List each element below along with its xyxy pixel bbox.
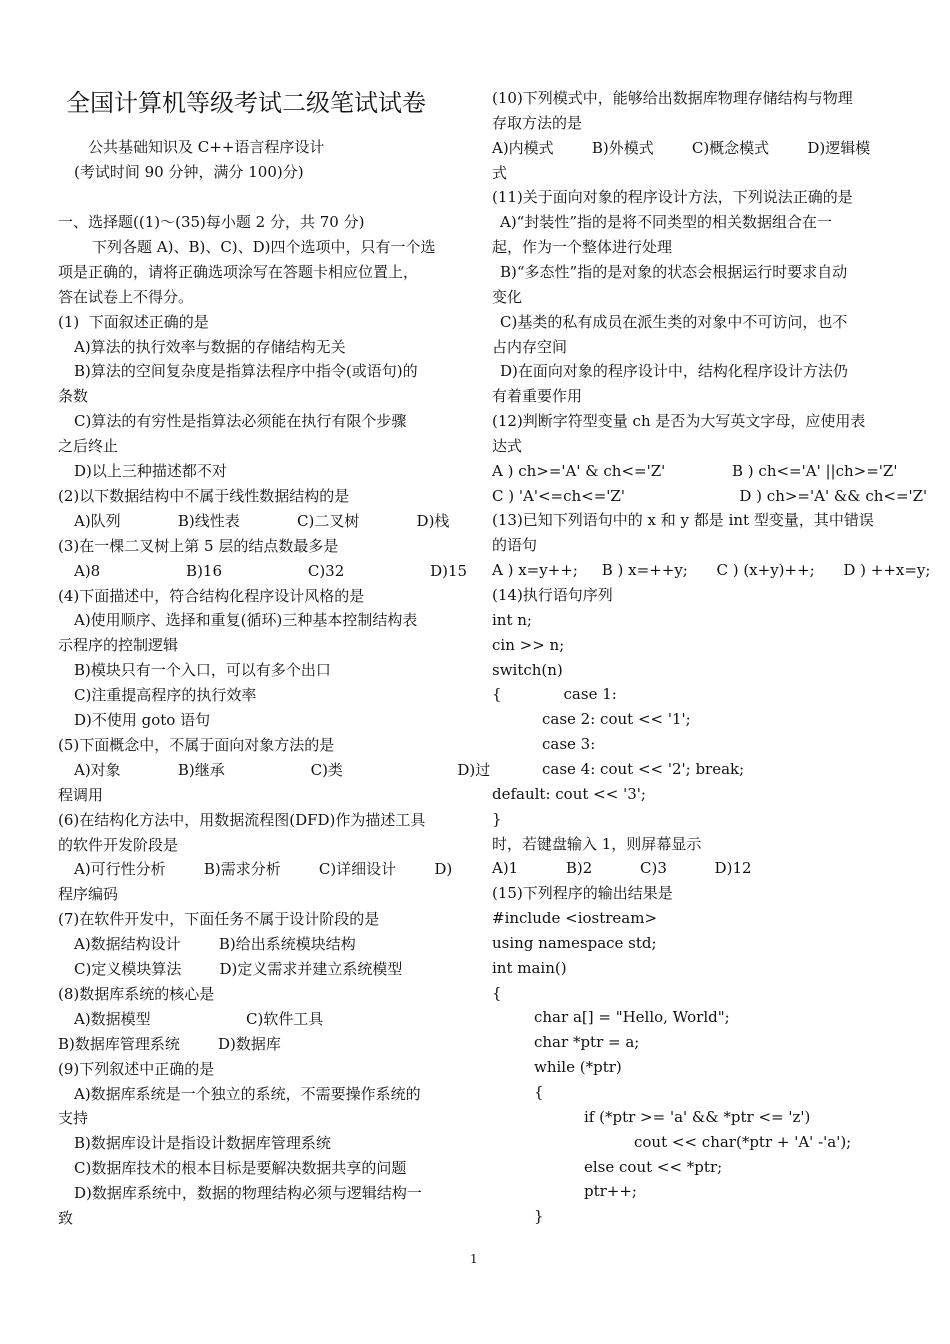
text-line: C)注重提高程序的执行效率 <box>74 686 257 705</box>
text-line: #include <iostream> <box>492 909 658 928</box>
text-line: A)8 B)16 C)32 D)15 <box>74 561 468 580</box>
text-line: if (*ptr >= 'a' && *ptr <= 'z') <box>584 1107 811 1126</box>
text-line: A)队列 B)线性表 C)二叉树 D)栈 <box>74 511 450 530</box>
text-line: B)算法的空间复杂度是指算法程序中指令(或语句)的 <box>74 362 418 381</box>
text-line: C)算法的有穷性是指算法必须能在执行有限个步骤 <box>74 412 407 431</box>
text-line: } <box>492 809 502 828</box>
text-line: (4)下面描述中，符合结构化程序设计风格的是 <box>58 586 365 605</box>
text-line: B)模块只有一个入口，可以有多个出口 <box>74 661 331 680</box>
text-line: cout << char(*ptr + 'A' -'a'); <box>634 1132 852 1151</box>
text-line: (12)判断字符型变量 ch 是否为大写英文字母，应使用表 <box>492 412 866 431</box>
text-line: 程序编码 <box>58 885 119 904</box>
text-line: 一、选择题((1)～(35)每小题 2 分，共 70 分) <box>58 213 365 231</box>
text-line: 答在试卷上不得分。 <box>58 287 194 306</box>
text-line: D)在面向对象的程序设计中，结构化程序设计方法仍 <box>500 362 848 381</box>
text-line: while (*ptr) <box>534 1058 622 1077</box>
text-line: 条数 <box>58 387 89 406</box>
text-line: (6)在结构化方法中，用数据流程图(DFD)作为描述工具 <box>58 810 426 829</box>
text-line: 致 <box>58 1209 74 1227</box>
text-line: { case 1: <box>492 685 617 704</box>
exam-title: 全国计算机等级考试二级笔试试卷 <box>66 89 426 117</box>
text-line: A)数据结构设计 B)给出系统模块结构 <box>74 935 356 954</box>
text-line: char a[] = "Hello, World"; <box>534 1008 730 1027</box>
text-line: A ) ch>='A' & ch<='Z' B ) ch<='A' ||ch>='Z' <box>492 461 898 480</box>
text-line: A)使用顺序、选择和重复(循环)三种基本控制结构表 <box>74 611 418 630</box>
text-line: switch(n) <box>492 660 563 679</box>
text-line: 时，若键盘输入 1，则屏幕显示 <box>492 834 702 853</box>
text-line: (7)在软件开发中，下面任务不属于设计阶段的是 <box>58 910 380 929</box>
text-line: (3)在一棵二叉树上第 5 层的结点数最多是 <box>58 536 339 555</box>
text-line: 起，作为一个整体进行处理 <box>492 238 673 257</box>
text-line: { <box>492 983 502 1002</box>
text-line: A ) x=y++; B ) x=++y; C ) (x+y)++; D ) ++x=y; <box>492 561 931 580</box>
text-line: A)内模式 B)外模式 C)概念模式 D)逻辑模 <box>492 138 871 157</box>
text-line: C)定义模块算法 D)定义需求并建立系统模型 <box>74 960 403 978</box>
text-line: { <box>534 1083 544 1101</box>
text-line: 的语句 <box>492 536 538 555</box>
text-line: (9)下列叙述中正确的是 <box>58 1059 215 1078</box>
text-line: } <box>534 1207 544 1226</box>
text-line: (1) 下面叙述正确的是 <box>58 312 209 331</box>
text-line: C ) 'A'<=ch<='Z' D ) ch>='A' && ch<='Z' <box>492 486 928 505</box>
text-line: A)数据模型 C)软件工具 <box>74 1009 324 1028</box>
text-line: default: cout << '3'; <box>492 784 646 803</box>
text-line: (14)执行语句序列 <box>492 586 613 604</box>
text-line: D)以上三种描述都不对 <box>74 462 227 480</box>
text-line: A)对象 B)继承 C)类 D)过 <box>74 760 491 779</box>
text-line: 变化 <box>492 287 523 306</box>
text-line: A)1 B)2 C)3 D)12 <box>492 859 752 878</box>
text-line: A)算法的执行效率与数据的存储结构无关 <box>74 337 346 356</box>
text-line: C)基类的私有成员在派生类的对象中不可访问，也不 <box>500 312 848 331</box>
text-line: B)“多态性”指的是对象的状态会根据运行时要求自动 <box>500 262 848 281</box>
text-line: int n; <box>492 610 532 629</box>
text-line: 的软件开发阶段是 <box>58 835 179 854</box>
text-line: case 2: cout << '1'; <box>542 710 691 729</box>
text-line: cin >> n; <box>492 635 565 654</box>
text-line: A)可行性分析 B)需求分析 C)详细设计 D) <box>74 860 453 879</box>
text-line: 有着重要作用 <box>492 387 583 406</box>
text-line: (2)以下数据结构中不属于线性数据结构的是 <box>58 486 350 505</box>
text-line: int main() <box>492 958 567 977</box>
text-line: (11)关于面向对象的程序设计方法，下列说法正确的是 <box>492 188 853 207</box>
text-line: else cout << *ptr; <box>584 1157 723 1176</box>
text-line: C)数据库技术的根本目标是要解决数据共享的问题 <box>74 1159 407 1178</box>
exam-subtitle: 公共基础知识及 C++语言程序设计 <box>88 138 325 156</box>
text-line: (8)数据库系统的核心是 <box>58 984 215 1003</box>
text-line: 存取方法的是 <box>492 113 583 132</box>
text-line: 下列各题 A)、B)、C)、D)四个选项中，只有一个选 <box>92 237 436 256</box>
text-line: 程调用 <box>58 785 104 804</box>
text-line: (15)下列程序的输出结果是 <box>492 884 673 903</box>
text-line: using namespace std; <box>492 933 657 952</box>
text-line: 项是正确的，请将正确选项涂写在答题卡相应位置上， <box>58 262 419 281</box>
text-line: case 4: cout << '2'; break; <box>542 759 745 778</box>
text-line: (13)已知下列语句中的 x 和 y 都是 int 型变量，其中错误 <box>492 511 874 530</box>
text-line: 式 <box>492 163 508 182</box>
text-line: 达式 <box>492 436 523 455</box>
text-line: 之后终止 <box>58 437 119 456</box>
text-line: B)数据库设计是指设计数据库管理系统 <box>74 1134 331 1153</box>
exam-info: (考试时间 90 分钟，满分 100)分) <box>74 163 304 181</box>
text-line: 占内存空间 <box>492 337 568 356</box>
text-line: D)不使用 goto 语句 <box>74 711 211 729</box>
text-line: A)“封装性”指的是将不同类型的相关数据组合在一 <box>500 213 833 232</box>
text-line: 支持 <box>58 1109 89 1128</box>
text-line: D)数据库系统中，数据的物理结构必须与逻辑结构一 <box>74 1184 422 1203</box>
text-line: A)数据库系统是一个独立的系统，不需要操作系统的 <box>74 1084 421 1103</box>
text-line: (10)下列模式中，能够给出数据库物理存储结构与物理 <box>492 89 853 107</box>
text-line: case 3: <box>542 735 596 754</box>
text-line: char *ptr = a; <box>534 1033 640 1052</box>
page-number: 1 <box>470 1252 478 1266</box>
text-line: (5)下面概念中，不属于面向对象方法的是 <box>58 735 335 754</box>
text-line: B)数据库管理系统 D)数据库 <box>58 1034 281 1053</box>
text-line: ptr++; <box>584 1182 637 1201</box>
text-line: 示程序的控制逻辑 <box>58 636 179 655</box>
